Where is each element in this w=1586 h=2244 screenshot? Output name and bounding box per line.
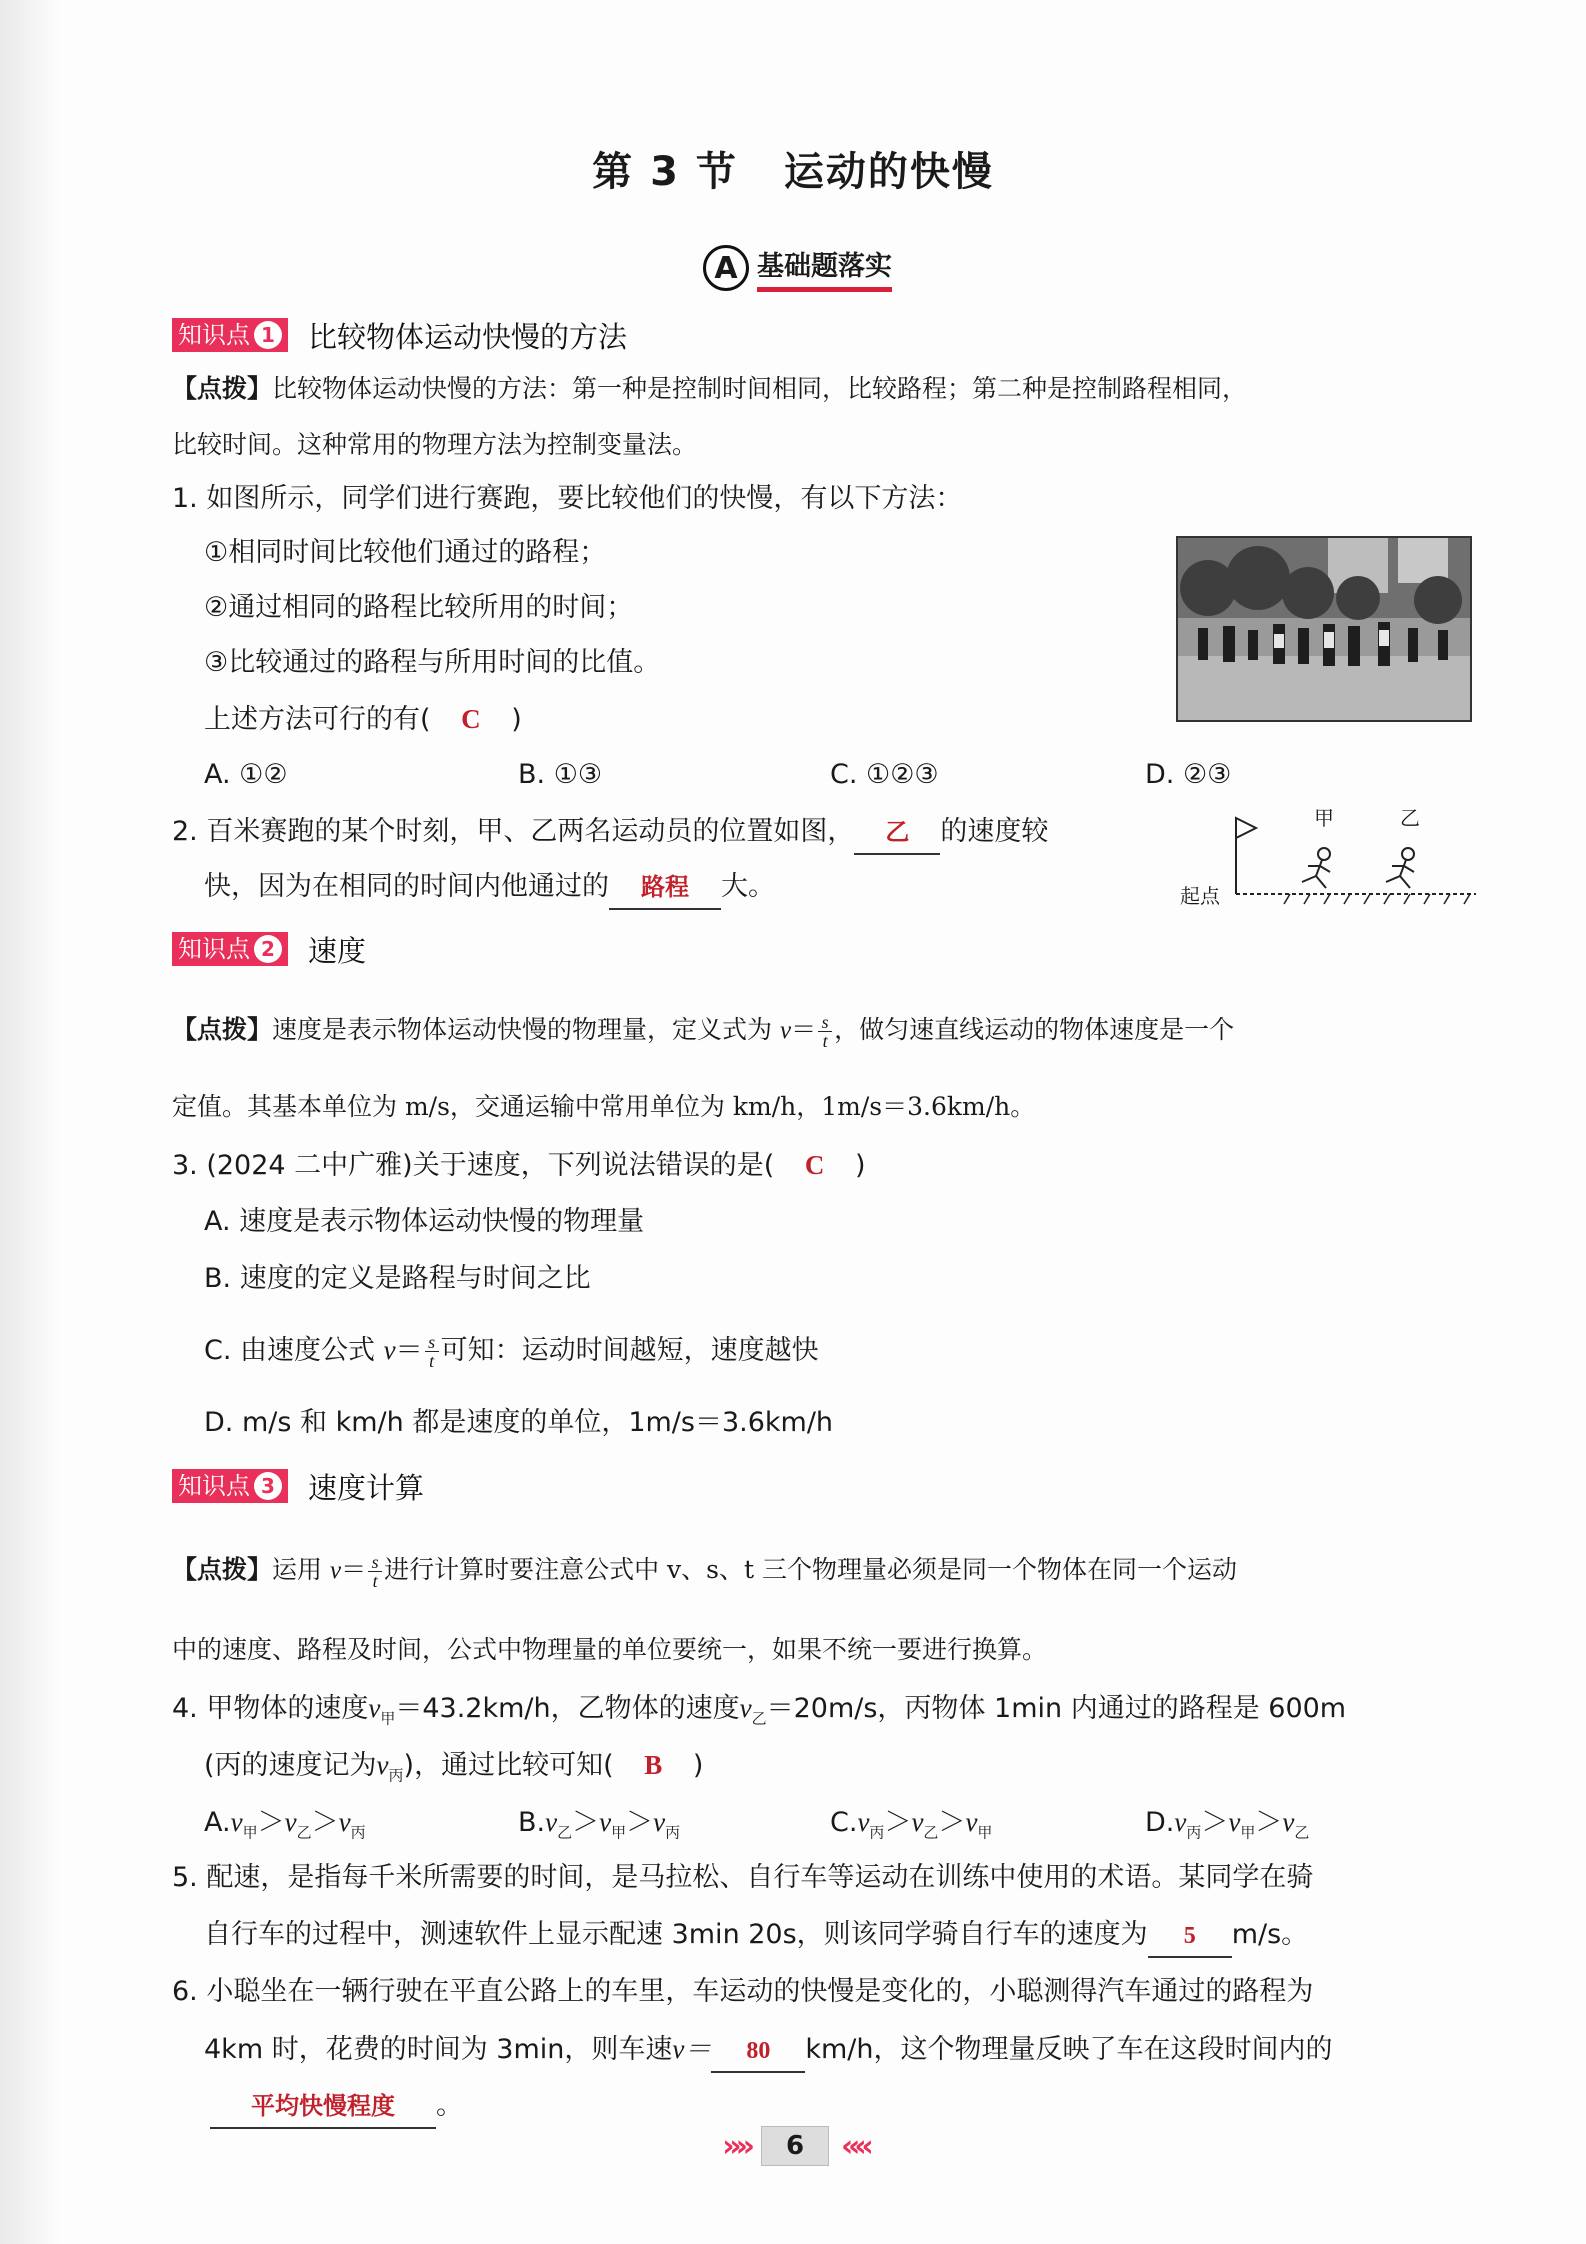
label-jia: 甲 bbox=[1314, 806, 1334, 830]
kp-number: 2 bbox=[254, 935, 282, 963]
q3-answer: C bbox=[804, 1150, 825, 1180]
q2-line-1: 2. 百米赛跑的某个时刻，甲、乙两名运动员的位置如图， 乙 的速度较 bbox=[172, 812, 1048, 855]
q4-option-c: $C.v_丙>v_乙>v_甲$ bbox=[830, 1807, 993, 1842]
q1-method-2: ②通过相同的路程比较所用的时间； bbox=[204, 592, 634, 623]
q6-blank-2: 平均快慢程度 bbox=[210, 2087, 436, 2129]
kp-tag: 知识点 2 bbox=[172, 932, 288, 966]
q1-option-a: A. ①② bbox=[204, 759, 288, 790]
tip-3-line-2: 中的速度、路程及时间，公式中物理量的单位要统一，如果不统一要进行换算。 bbox=[172, 1635, 1048, 1664]
q1-method-1: ①相同时间比较他们通过的路程； bbox=[204, 537, 607, 568]
q2-blank-2: 路程 bbox=[609, 868, 721, 910]
q4-line-2: (丙的速度记为$v_丙$)，通过比较可知( B ) bbox=[204, 1750, 704, 1785]
q5-blank: 5 bbox=[1148, 1916, 1232, 1958]
q4-line-1: 4. 甲物体的速度$v_甲=43.2km/h$，乙物体的速度$v_乙=20m/s$，丙物体 1min 内通过的路程是 600m bbox=[172, 1693, 1347, 1728]
q1-method-3: ③比较通过的路程与所用时间的比值。 bbox=[204, 647, 661, 678]
q1-option-b: B. ①③ bbox=[518, 759, 603, 790]
page-number: 6 bbox=[761, 2126, 829, 2166]
q3-option-c: C. 由速度公式 v＝ $\frac{s}{t}$ 可知：运动时间越短，速度越快 bbox=[204, 1332, 819, 1371]
section-a-header bbox=[703, 240, 892, 296]
runner-yi-icon bbox=[1386, 848, 1414, 888]
circled-a-icon: A bbox=[703, 245, 749, 291]
race-photo bbox=[1176, 536, 1472, 722]
tip-1-line-1: 【点拨】比较物体运动快慢的方法：第一种是控制时间相同，比较路程；第二种是控制路程相同， bbox=[172, 374, 1248, 403]
q6-blank-1: 80 bbox=[711, 2031, 805, 2073]
q5-line-2: 自行车的过程中，测速软件上显示配速 3min 20s，则该同学骑自行车的速度为 5 m/s。 bbox=[204, 1915, 1308, 1958]
race-diagram bbox=[1180, 808, 1480, 918]
q3-stem: 3. (2024 二中广雅)关于速度，下列说法错误的是( C ) bbox=[172, 1150, 866, 1181]
tip-3-line-1: 【点拨】运用 v＝ $\frac{s}{t}$ 进行计算时要注意公式中 v、s、t 三个物理量必须是同一个物体在同一个运动 bbox=[172, 1552, 1238, 1591]
q4-option-d: $D.v_丙>v_甲>v_乙$ bbox=[1145, 1807, 1310, 1842]
kp-tag: 知识点 3 bbox=[172, 1469, 288, 1503]
q1-option-d: D. ②③ bbox=[1145, 759, 1232, 790]
kp-title: 速度 bbox=[308, 933, 367, 968]
q2-blank-1: 乙 bbox=[854, 813, 940, 855]
q3-option-a: A. 速度是表示物体运动快慢的物理量 bbox=[204, 1206, 645, 1237]
kp-title: 比较物体运动快慢的方法 bbox=[308, 319, 628, 354]
label-start: 起点 bbox=[1180, 884, 1220, 908]
q2-line-2: 快，因为在相同的时间内他通过的 路程 大。 bbox=[204, 867, 775, 910]
q1-option-c: C. ①②③ bbox=[830, 759, 939, 790]
q5-line-1: 5. 配速，是指每千米所需要的时间，是马拉松、自行车等运动在训练中使用的术语。某同学在骑 bbox=[172, 1862, 1314, 1893]
q1-stem: 1. 如图所示，同学们进行赛跑，要比较他们的快慢，有以下方法： bbox=[172, 483, 963, 514]
fraction-s-over-t: $\frac{s}{t}$ bbox=[368, 1553, 382, 1590]
q3-option-b: B. 速度的定义是路程与时间之比 bbox=[204, 1263, 591, 1294]
section-a-label: 基础题落实 bbox=[757, 244, 892, 292]
tip-1-line-2: 比较时间。这种常用的物理方法为控制变量法。 bbox=[172, 430, 698, 459]
fraction-s-over-t: $\frac{s}{t}$ bbox=[425, 1333, 439, 1370]
runner-jia-icon bbox=[1302, 848, 1330, 888]
q6-line-1: 6. 小聪坐在一辆行驶在平直公路上的车里，车运动的快慢是变化的，小聪测得汽车通过的路程为 bbox=[172, 1976, 1314, 2007]
tip-2-line-1: 【点拨】速度是表示物体运动快慢的物理量，定义式为 v＝ $\frac{s}{t}$ ，做匀速直线运动的物体速度是一个 bbox=[172, 1012, 1235, 1051]
section-title: 运动的快慢 bbox=[783, 149, 994, 195]
kp-tag: 知识点 1 bbox=[172, 318, 288, 352]
chevrons-right-icon: »» bbox=[722, 2128, 749, 2164]
label-yi: 乙 bbox=[1400, 806, 1420, 830]
q1-answer: C bbox=[461, 704, 481, 734]
kp-number: 3 bbox=[254, 1472, 282, 1500]
page-number-footer bbox=[710, 2124, 880, 2168]
q1-ask: 上述方法可行的有( C ) bbox=[204, 704, 522, 735]
q6-line-2: 4km 时，花费的时间为 3min，则车速v＝ 80 km/h，这个物理量反映了车在这段时间内的 bbox=[204, 2029, 1333, 2073]
kp-number: 1 bbox=[254, 321, 282, 349]
section-number: 第 3 节 bbox=[592, 149, 738, 195]
q4-option-a: $A.v_甲>v_乙>v_丙$ bbox=[204, 1807, 366, 1842]
page-title bbox=[0, 140, 1586, 197]
q3-option-d: D. m/s 和 km/h 都是速度的单位，1m/s＝3.6km/h bbox=[204, 1407, 834, 1438]
q4-option-b: $B.v_乙>v_甲>v_丙$ bbox=[518, 1807, 681, 1842]
knowledge-point-3 bbox=[172, 1465, 424, 1507]
knowledge-point-1 bbox=[172, 314, 627, 356]
tip-2-line-2: 定值。其基本单位为 m/s，交通运输中常用单位为 km/h，1m/s＝3.6km/h。 bbox=[172, 1092, 1036, 1121]
chevrons-left-icon: «« bbox=[841, 2128, 868, 2164]
q4-answer: B bbox=[644, 1750, 663, 1780]
fraction-s-over-t: $\frac{s}{t}$ bbox=[818, 1013, 832, 1050]
knowledge-point-2 bbox=[172, 928, 366, 970]
kp-title: 速度计算 bbox=[308, 1470, 425, 1505]
q6-line-3: 平均快慢程度 。 bbox=[210, 2086, 463, 2129]
scan-shadow bbox=[0, 0, 60, 2244]
